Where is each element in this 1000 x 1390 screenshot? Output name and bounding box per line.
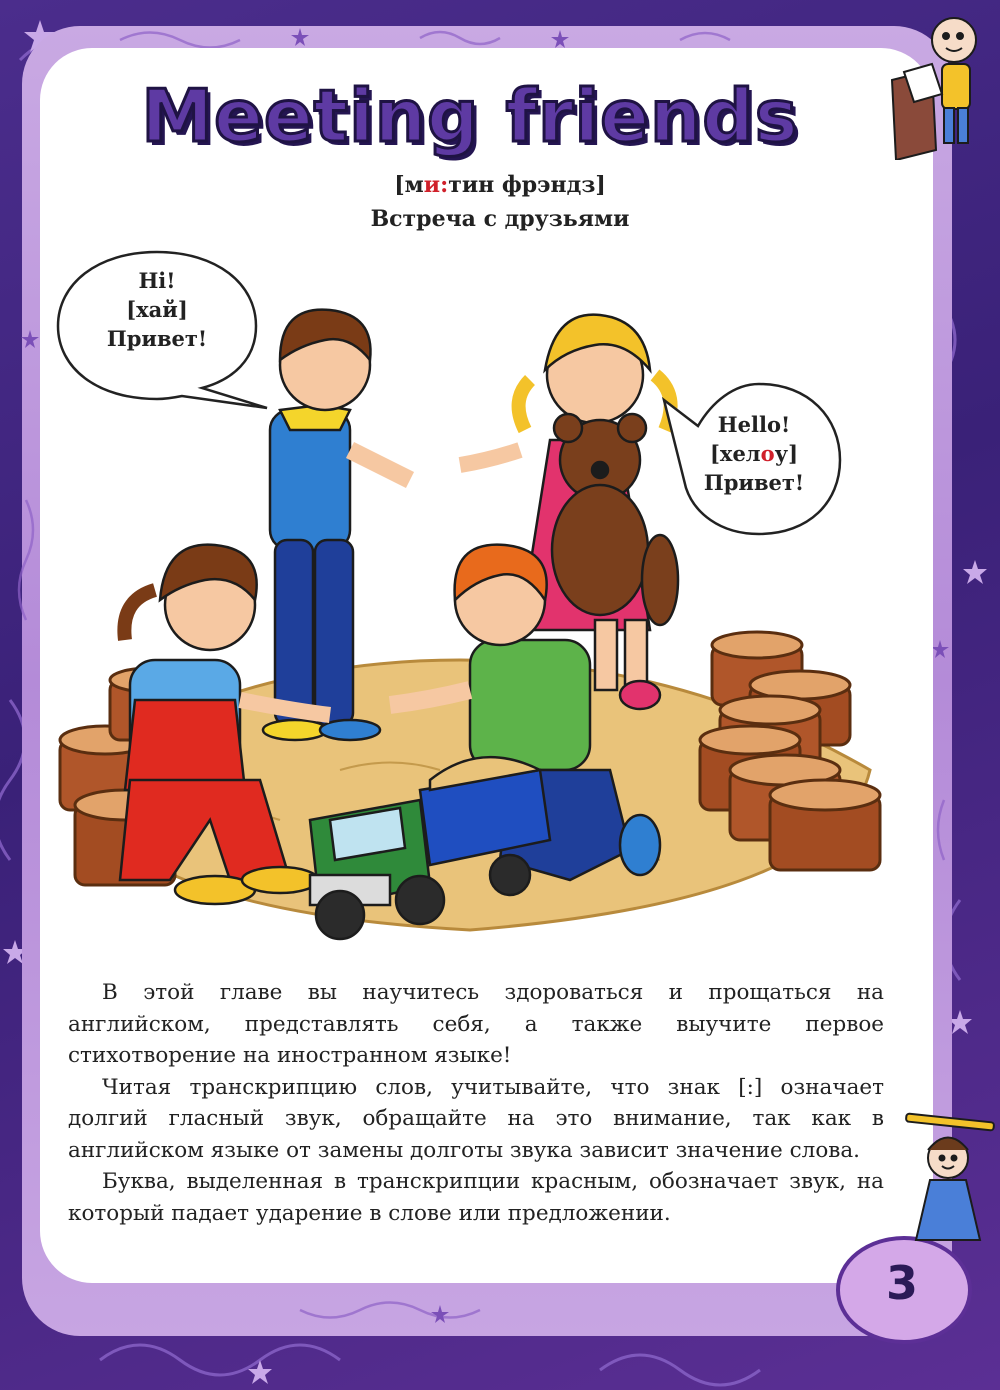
page-number: 3	[885, 1256, 918, 1310]
paragraph-2: Читая транскрипцию слов, учитывайте, что знак [:] означает долгий гласный звук, обращайте на это внимание, так как в английском языке от замены долготы звука зависит значение слова.	[68, 1074, 884, 1163]
speech-bubble-hello	[664, 380, 844, 538]
title-translation: Встреча с друзьями	[370, 206, 630, 232]
paragraph-1: В этой главе вы научитесь здороваться и прощаться на английском, представлять себя, а также выучите первое стихотворение на иностранном языке!	[68, 980, 884, 1068]
girl-with-pencil-doodle	[902, 1110, 998, 1250]
bubble-hi-transcription: [хай]	[126, 297, 188, 322]
bubble-hello-transcription-close: у]	[774, 441, 799, 466]
title-transliteration	[200, 172, 800, 198]
bubble-hello-text	[664, 410, 844, 497]
speech-bubble-hi	[52, 248, 262, 408]
transliteration-stressed: и:	[423, 172, 449, 198]
transliteration-open: [м	[394, 172, 424, 198]
page-number-badge	[832, 1234, 972, 1346]
bubble-hi-word: Hi!	[138, 268, 176, 293]
bubble-hello-translation: Привет!	[703, 470, 805, 495]
bubble-hello-transcription-stressed: о	[760, 441, 775, 466]
bubble-hello-transcription	[664, 439, 844, 468]
bubble-hi-translation: Привет!	[106, 326, 208, 351]
page-title: Meeting friends	[141, 74, 799, 158]
paragraph-3: Буква, выделенная в транскрипции красным, обозначает звук, на который падает ударение в слове или предложении.	[68, 1169, 884, 1226]
chapter-intro-text	[68, 977, 884, 1229]
bubble-hello-transcription-open: [хел	[709, 441, 761, 466]
boy-with-book-doodle	[884, 10, 996, 160]
bubble-hello-word: Hello!	[717, 412, 791, 437]
bubble-hi-text	[52, 266, 262, 353]
transliteration-close: тин фрэндз]	[448, 172, 606, 198]
